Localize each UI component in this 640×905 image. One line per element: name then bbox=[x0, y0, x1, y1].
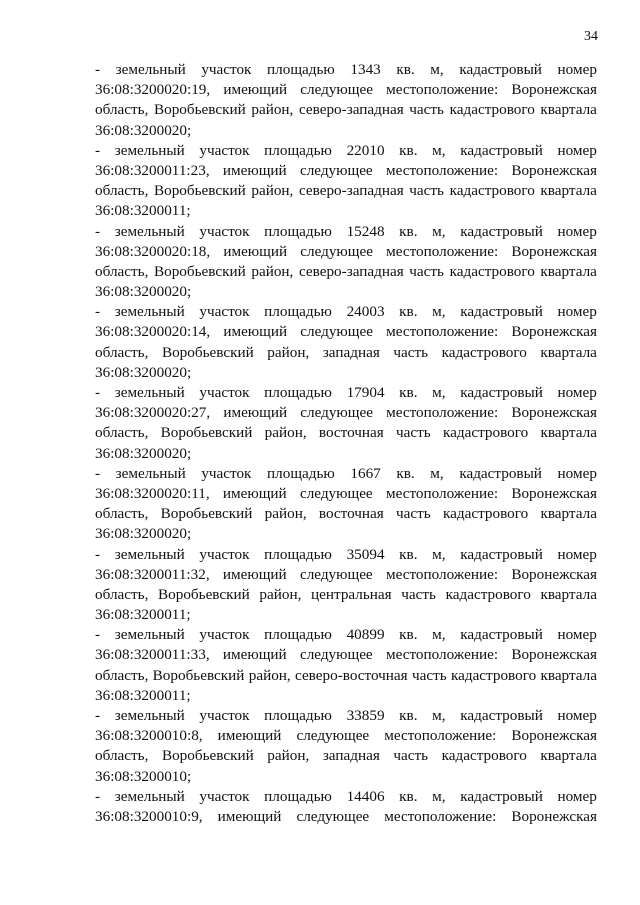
word: имеющий bbox=[222, 565, 287, 583]
word: часть bbox=[409, 101, 444, 119]
word: площадью bbox=[264, 222, 332, 240]
entry-line bbox=[95, 545, 597, 565]
word: кадастровый bbox=[459, 464, 542, 482]
word: земельный bbox=[115, 464, 186, 482]
word: часть bbox=[409, 182, 444, 200]
word: северо-западная bbox=[298, 101, 404, 119]
word: 36:08:3200020:19, bbox=[95, 81, 211, 99]
word: участок bbox=[199, 787, 250, 805]
word: часть bbox=[393, 747, 429, 765]
word: - bbox=[95, 222, 101, 240]
word: квартала bbox=[540, 747, 597, 765]
word: кв. bbox=[399, 222, 418, 240]
entry-line bbox=[95, 423, 597, 443]
word: местоположение: bbox=[384, 807, 497, 825]
entry-line bbox=[95, 726, 597, 746]
word: имеющий bbox=[223, 323, 288, 341]
word: площадью bbox=[264, 787, 332, 805]
word: имеющий bbox=[223, 81, 288, 99]
page-number: 34 bbox=[584, 29, 598, 44]
word: Воронежская bbox=[511, 807, 597, 825]
word: Воробьевский bbox=[160, 505, 253, 523]
word: 33859 bbox=[346, 707, 385, 724]
word: площадью bbox=[267, 61, 335, 78]
entry-line bbox=[95, 302, 597, 322]
word: имеющий bbox=[222, 161, 287, 179]
word: часть bbox=[396, 424, 431, 442]
word: номер bbox=[557, 545, 597, 563]
word: 15248 bbox=[346, 222, 385, 240]
word: м, bbox=[432, 707, 446, 724]
word: 24003 bbox=[346, 303, 385, 321]
word: следующее bbox=[299, 161, 373, 179]
word: местоположение: bbox=[386, 323, 499, 341]
word: площадью bbox=[264, 303, 332, 321]
word: кв. bbox=[399, 707, 418, 724]
word: земельный bbox=[114, 222, 185, 240]
word: 1343 bbox=[350, 61, 381, 78]
entry-line: 36:08:3200020; bbox=[95, 444, 192, 462]
word: местоположение: bbox=[386, 404, 499, 422]
word: Воронежская bbox=[511, 161, 597, 179]
word: имеющий bbox=[222, 646, 287, 664]
word: 17904 bbox=[346, 384, 385, 401]
word: имеющий bbox=[217, 807, 282, 825]
entry-line bbox=[95, 383, 597, 403]
word: земельный bbox=[114, 141, 185, 159]
word: северо-западная bbox=[298, 182, 404, 200]
entry-line bbox=[95, 222, 597, 242]
entry-line bbox=[95, 262, 597, 282]
word: земельный bbox=[115, 61, 186, 78]
word: район, bbox=[251, 182, 294, 200]
word: кадастровый bbox=[460, 626, 543, 644]
word: квартала bbox=[540, 182, 597, 200]
word: квартала bbox=[540, 585, 597, 603]
word: кадастрового bbox=[445, 585, 531, 603]
entry-line: 36:08:3200010; bbox=[95, 767, 192, 785]
entry-line: 36:08:3200020; bbox=[95, 363, 192, 381]
word: следующее bbox=[299, 484, 373, 502]
word: Воробьевский bbox=[158, 585, 250, 603]
entry-line bbox=[95, 504, 597, 524]
word: кадастровый bbox=[460, 222, 543, 240]
word: м, bbox=[430, 464, 444, 482]
word: м, bbox=[430, 61, 444, 78]
entry-line: 36:08:3200020; bbox=[95, 283, 192, 301]
word: номер bbox=[557, 384, 597, 401]
word: кв. bbox=[399, 626, 418, 644]
word: Воронежская bbox=[511, 565, 597, 583]
word: 36:08:3200010:9, bbox=[95, 807, 203, 825]
word: номер bbox=[557, 707, 597, 724]
word: земельный bbox=[114, 707, 185, 724]
land-plot-entry bbox=[95, 787, 597, 827]
word: кадастрового bbox=[441, 343, 527, 361]
word: кв. bbox=[399, 303, 418, 321]
word: - bbox=[95, 141, 101, 159]
word: кадастровый bbox=[460, 545, 543, 563]
word: - bbox=[95, 464, 101, 482]
word: часть bbox=[401, 585, 436, 603]
word: м, bbox=[432, 222, 446, 240]
word: область, bbox=[95, 262, 149, 280]
word: - bbox=[95, 787, 101, 805]
word: кадастрового bbox=[442, 424, 529, 442]
word: 36:08:3200020:18, bbox=[95, 242, 211, 260]
word: 22010 bbox=[346, 141, 385, 159]
word: квартала bbox=[540, 666, 597, 684]
land-plot-entry bbox=[95, 60, 597, 141]
word: - bbox=[95, 384, 101, 401]
word: квартала bbox=[540, 505, 597, 523]
word: следующее bbox=[300, 242, 373, 260]
word: номер bbox=[557, 61, 597, 78]
word: земельный bbox=[114, 787, 185, 805]
word: земельный bbox=[114, 545, 185, 563]
word: область, bbox=[95, 343, 149, 361]
word: часть bbox=[393, 343, 429, 361]
word: кв. bbox=[399, 141, 418, 159]
word: область, bbox=[95, 505, 149, 523]
word: Воробьевский bbox=[161, 343, 254, 361]
word: часть bbox=[411, 666, 447, 684]
entry-line bbox=[95, 322, 597, 342]
entry-line bbox=[95, 80, 597, 100]
word: кадастровый bbox=[460, 787, 543, 805]
word: область, bbox=[95, 424, 149, 442]
word: центральная bbox=[311, 585, 392, 603]
word: местоположение: bbox=[385, 646, 499, 664]
word: площадью bbox=[264, 707, 332, 724]
word: земельный bbox=[114, 384, 185, 401]
word: Воронежская bbox=[511, 646, 597, 664]
word: площадью bbox=[264, 545, 332, 563]
word: участок bbox=[201, 464, 252, 482]
land-plot-entry bbox=[95, 302, 597, 383]
word: - bbox=[95, 303, 101, 321]
word: восточная bbox=[318, 505, 384, 523]
word: Воробьевский bbox=[153, 262, 246, 280]
word: участок bbox=[199, 707, 250, 724]
word: 1667 bbox=[350, 464, 381, 482]
word: участок bbox=[199, 626, 250, 644]
word: кадастровый bbox=[460, 141, 543, 159]
entry-line bbox=[95, 60, 597, 80]
word: кв. bbox=[399, 787, 418, 805]
word: - bbox=[95, 626, 101, 644]
land-plot-entry bbox=[95, 141, 597, 222]
entry-line bbox=[95, 343, 597, 363]
word: Воронежская bbox=[511, 484, 597, 502]
word: 36:08:3200011:32, bbox=[95, 565, 210, 583]
word: участок bbox=[199, 384, 250, 401]
word: кадастрового bbox=[449, 101, 535, 119]
word: район, bbox=[264, 505, 307, 523]
word: Воронежская bbox=[511, 81, 597, 99]
word: участок bbox=[199, 141, 250, 159]
word: номер bbox=[557, 464, 597, 482]
word: местоположение: bbox=[385, 565, 499, 583]
word: 36:08:3200020:11, bbox=[95, 484, 210, 502]
word: кв. bbox=[399, 384, 418, 401]
word: м, bbox=[432, 787, 446, 805]
word: следующее bbox=[299, 565, 373, 583]
word: Воробьевский bbox=[153, 182, 246, 200]
word: кв. bbox=[396, 464, 415, 482]
word: имеющий bbox=[223, 242, 288, 260]
word: следующее bbox=[296, 727, 370, 745]
word: следующее bbox=[300, 81, 373, 99]
word: Воробьевский bbox=[152, 666, 245, 684]
entry-line bbox=[95, 666, 597, 686]
word: местоположение: bbox=[386, 242, 499, 260]
word: кадастровый bbox=[459, 61, 542, 78]
land-plot-entry bbox=[95, 625, 597, 706]
word: следующее bbox=[300, 404, 373, 422]
entry-line bbox=[95, 706, 597, 726]
word: область, bbox=[95, 747, 149, 765]
word: имеющий bbox=[217, 727, 282, 745]
word: 35094 bbox=[346, 545, 385, 563]
word: кадастрового bbox=[450, 666, 537, 684]
word: Воронежская bbox=[511, 242, 597, 260]
entry-line bbox=[95, 181, 597, 201]
word: квартала bbox=[540, 101, 597, 119]
word: район, bbox=[251, 101, 294, 119]
word: район, bbox=[259, 585, 302, 603]
word: Воронежская bbox=[511, 404, 597, 422]
word: 36:08:3200011:23, bbox=[95, 161, 210, 179]
entry-line bbox=[95, 625, 597, 645]
word: район, bbox=[267, 343, 310, 361]
word: область, bbox=[95, 101, 149, 119]
word: номер bbox=[557, 303, 597, 321]
word: квартала bbox=[540, 343, 597, 361]
word: область, bbox=[95, 182, 149, 200]
word: кадастровый bbox=[460, 707, 543, 724]
word: часть bbox=[396, 505, 431, 523]
word: имеющий bbox=[223, 404, 288, 422]
word: м, bbox=[432, 626, 446, 644]
word: Воронежская bbox=[511, 727, 597, 745]
land-plot-entry bbox=[95, 383, 597, 464]
word: местоположение: bbox=[386, 81, 499, 99]
word: 36:08:3200020:14, bbox=[95, 323, 211, 341]
word: район, bbox=[248, 666, 291, 684]
word: участок bbox=[199, 303, 250, 321]
word: следующее bbox=[296, 807, 370, 825]
word: площадью bbox=[264, 384, 332, 401]
word: - bbox=[95, 545, 101, 563]
word: западная bbox=[322, 343, 380, 361]
word: местоположение: bbox=[385, 484, 499, 502]
land-plot-entry bbox=[95, 222, 597, 303]
entry-line bbox=[95, 100, 597, 120]
word: земельный bbox=[114, 626, 185, 644]
document-body bbox=[95, 60, 597, 827]
word: номер bbox=[557, 141, 597, 159]
word: 36:08:3200020:27, bbox=[95, 404, 211, 422]
entry-line bbox=[95, 807, 597, 827]
entry-line bbox=[95, 161, 597, 181]
word: 36:08:3200011:33, bbox=[95, 646, 210, 664]
entry-line bbox=[95, 141, 597, 161]
word: номер bbox=[557, 222, 597, 240]
word: - bbox=[95, 707, 101, 724]
word: номер bbox=[557, 787, 597, 805]
word: кадастрового bbox=[449, 262, 535, 280]
entry-line bbox=[95, 645, 597, 665]
word: м, bbox=[432, 384, 446, 401]
word: область, bbox=[95, 585, 149, 603]
word: участок bbox=[199, 545, 250, 563]
word: площадью bbox=[267, 464, 335, 482]
word: 36:08:3200010:8, bbox=[95, 727, 203, 745]
entry-line: 36:08:3200011; bbox=[95, 686, 191, 704]
word: часть bbox=[409, 262, 444, 280]
word: - bbox=[95, 61, 101, 78]
word: восточная bbox=[318, 424, 384, 442]
word: северо-западная bbox=[298, 262, 404, 280]
word: 14406 bbox=[346, 787, 385, 805]
word: кадастрового bbox=[442, 505, 529, 523]
word: имеющий bbox=[222, 484, 287, 502]
entry-line: 36:08:3200011; bbox=[95, 606, 191, 624]
word: участок bbox=[201, 61, 252, 78]
word: северо-восточная bbox=[295, 666, 408, 684]
entry-line bbox=[95, 484, 597, 504]
entry-line bbox=[95, 403, 597, 423]
word: район, bbox=[264, 424, 307, 442]
word: кадастровый bbox=[460, 384, 543, 401]
word: земельный bbox=[114, 303, 185, 321]
entry-line bbox=[95, 464, 597, 484]
word: 40899 bbox=[346, 626, 385, 644]
word: кадастрового bbox=[449, 182, 535, 200]
word: кв. bbox=[396, 61, 415, 78]
word: кв. bbox=[399, 545, 418, 563]
word: площадью bbox=[264, 626, 332, 644]
word: следующее bbox=[299, 646, 373, 664]
word: участок bbox=[199, 222, 250, 240]
entry-line: 36:08:3200020; bbox=[95, 525, 192, 543]
word: кадастровый bbox=[460, 303, 543, 321]
word: местоположение: bbox=[384, 727, 497, 745]
word: район, bbox=[251, 262, 294, 280]
land-plot-entry bbox=[95, 464, 597, 545]
word: номер bbox=[557, 626, 597, 644]
word: Воронежская bbox=[511, 323, 597, 341]
word: Воробьевский bbox=[161, 747, 254, 765]
word: западная bbox=[322, 747, 380, 765]
word: квартала bbox=[540, 262, 597, 280]
entry-line bbox=[95, 565, 597, 585]
land-plot-entry bbox=[95, 545, 597, 626]
word: Воробьевский bbox=[160, 424, 253, 442]
word: кадастрового bbox=[441, 747, 527, 765]
entry-line bbox=[95, 585, 597, 605]
word: м, bbox=[432, 545, 446, 563]
word: область, bbox=[95, 666, 149, 684]
entry-line: 36:08:3200020; bbox=[95, 121, 192, 139]
word: м, bbox=[432, 303, 446, 321]
land-plot-entry bbox=[95, 706, 597, 787]
word: Воробьевский bbox=[153, 101, 246, 119]
entry-line: 36:08:3200011; bbox=[95, 202, 191, 220]
word: квартала bbox=[540, 424, 597, 442]
word: следующее bbox=[300, 323, 373, 341]
entry-line bbox=[95, 787, 597, 807]
word: местоположение: bbox=[385, 161, 499, 179]
word: м, bbox=[432, 141, 446, 159]
entry-line bbox=[95, 242, 597, 262]
entry-line bbox=[95, 746, 597, 766]
word: район, bbox=[267, 747, 310, 765]
word: площадью bbox=[264, 141, 332, 159]
